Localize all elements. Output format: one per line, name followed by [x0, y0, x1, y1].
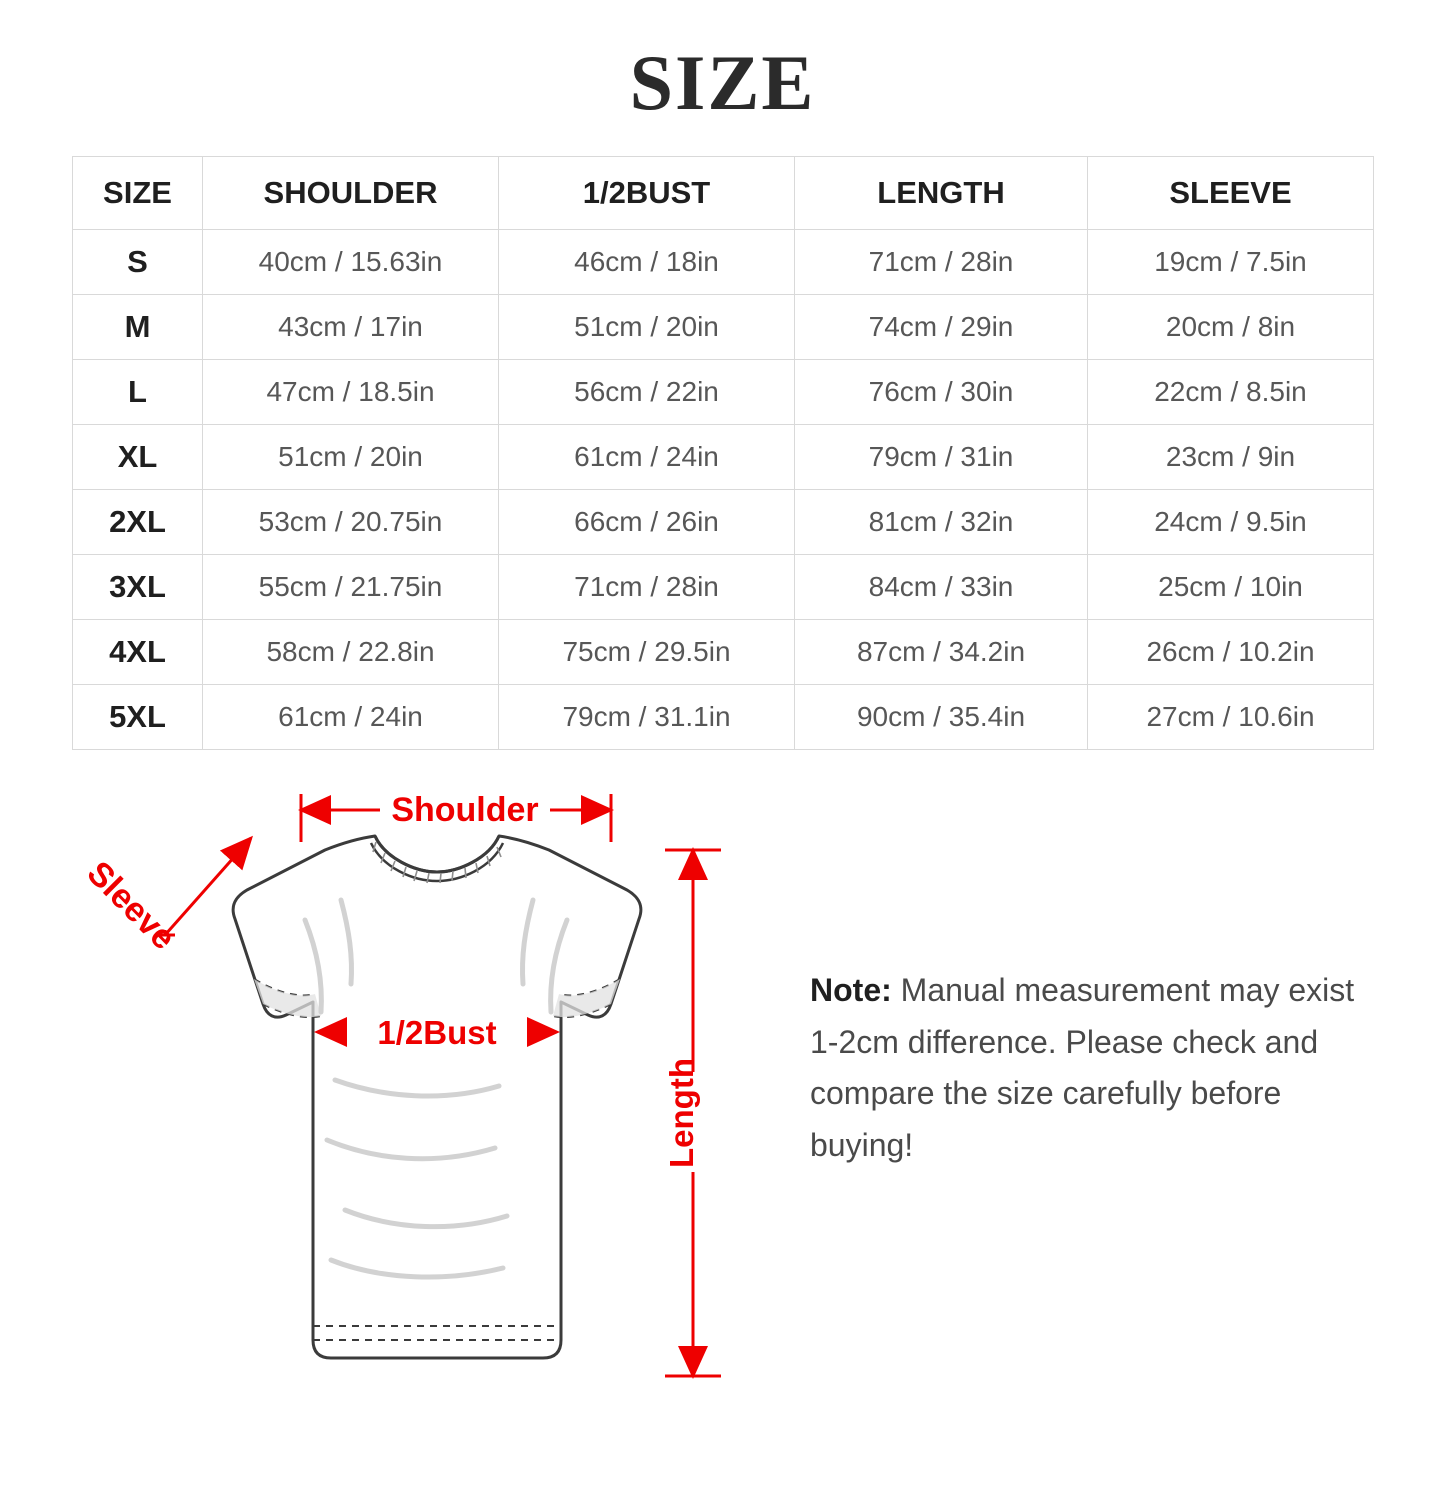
- table-row: [73, 619, 1374, 684]
- table-row: [73, 684, 1374, 749]
- cell-sleeve: 27cm / 10.6in: [1088, 684, 1374, 749]
- cell-size: 3XL: [73, 554, 203, 619]
- cell-length: 90cm / 35.4in: [795, 684, 1088, 749]
- cell-shoulder: 55cm / 21.75in: [203, 554, 499, 619]
- cell-size: S: [73, 229, 203, 294]
- cell-length: 79cm / 31in: [795, 424, 1088, 489]
- cell-bust: 66cm / 26in: [499, 489, 795, 554]
- cell-length: 84cm / 33in: [795, 554, 1088, 619]
- cell-bust: 61cm / 24in: [499, 424, 795, 489]
- column-header-length: LENGTH: [795, 156, 1088, 229]
- sleeve-measure-line: [80, 838, 251, 957]
- cell-shoulder: 40cm / 15.63in: [203, 229, 499, 294]
- cell-bust: 71cm / 28in: [499, 554, 795, 619]
- bust-label: 1/2Bust: [377, 1013, 497, 1051]
- cell-size: 5XL: [73, 684, 203, 749]
- cell-shoulder: 53cm / 20.75in: [203, 489, 499, 554]
- length-label: Length: [663, 1057, 700, 1168]
- cell-length: 71cm / 28in: [795, 229, 1088, 294]
- cell-size: XL: [73, 424, 203, 489]
- note-text: [810, 965, 1380, 1172]
- table-row: [73, 554, 1374, 619]
- cell-shoulder: 43cm / 17in: [203, 294, 499, 359]
- cell-sleeve: 26cm / 10.2in: [1088, 619, 1374, 684]
- cell-size: M: [73, 294, 203, 359]
- size-chart-container: [72, 156, 1373, 750]
- cell-bust: 75cm / 29.5in: [499, 619, 795, 684]
- table-row: [73, 229, 1374, 294]
- tshirt-outline: [233, 836, 641, 1358]
- cell-bust: 51cm / 20in: [499, 294, 795, 359]
- column-header-bust: 1/2BUST: [499, 156, 795, 229]
- shoulder-measure-line: [301, 789, 611, 842]
- tshirt-diagram-svg: [55, 780, 785, 1420]
- cell-bust: 46cm / 18in: [499, 229, 795, 294]
- cell-shoulder: 61cm / 24in: [203, 684, 499, 749]
- cell-sleeve: 19cm / 7.5in: [1088, 229, 1374, 294]
- column-header-size: SIZE: [73, 156, 203, 229]
- cell-sleeve: 22cm / 8.5in: [1088, 359, 1374, 424]
- column-header-shoulder: SHOULDER: [203, 156, 499, 229]
- cell-bust: 79cm / 31.1in: [499, 684, 795, 749]
- cell-size: 4XL: [73, 619, 203, 684]
- column-header-sleeve: SLEEVE: [1088, 156, 1374, 229]
- cell-shoulder: 47cm / 18.5in: [203, 359, 499, 424]
- table-row: [73, 294, 1374, 359]
- bust-measure-line: [317, 1012, 557, 1052]
- table-row: [73, 424, 1374, 489]
- size-chart-table: [72, 156, 1374, 750]
- cell-bust: 56cm / 22in: [499, 359, 795, 424]
- shoulder-label: Shoulder: [391, 790, 539, 829]
- cell-length: 81cm / 32in: [795, 489, 1088, 554]
- cell-sleeve: 20cm / 8in: [1088, 294, 1374, 359]
- cell-size: L: [73, 359, 203, 424]
- measurement-diagram: [0, 780, 1445, 1420]
- cell-length: 74cm / 29in: [795, 294, 1088, 359]
- table-row: [73, 359, 1374, 424]
- cell-sleeve: 23cm / 9in: [1088, 424, 1374, 489]
- note-body: Manual measurement may exist 1-2cm difference. Please check and compare the size carefully before buying!: [810, 971, 1355, 1164]
- note-label: Note:: [810, 971, 892, 1008]
- table-header-row: [73, 156, 1374, 229]
- table-row: [73, 489, 1374, 554]
- cell-sleeve: 24cm / 9.5in: [1088, 489, 1374, 554]
- page-title: SIZE: [629, 39, 816, 126]
- cell-sleeve: 25cm / 10in: [1088, 554, 1374, 619]
- cell-length: 87cm / 34.2in: [795, 619, 1088, 684]
- cell-size: 2XL: [73, 489, 203, 554]
- cell-length: 76cm / 30in: [795, 359, 1088, 424]
- length-measure-line: [653, 850, 733, 1376]
- cell-shoulder: 58cm / 22.8in: [203, 619, 499, 684]
- sleeve-label: Sleeve: [79, 853, 183, 957]
- cell-shoulder: 51cm / 20in: [203, 424, 499, 489]
